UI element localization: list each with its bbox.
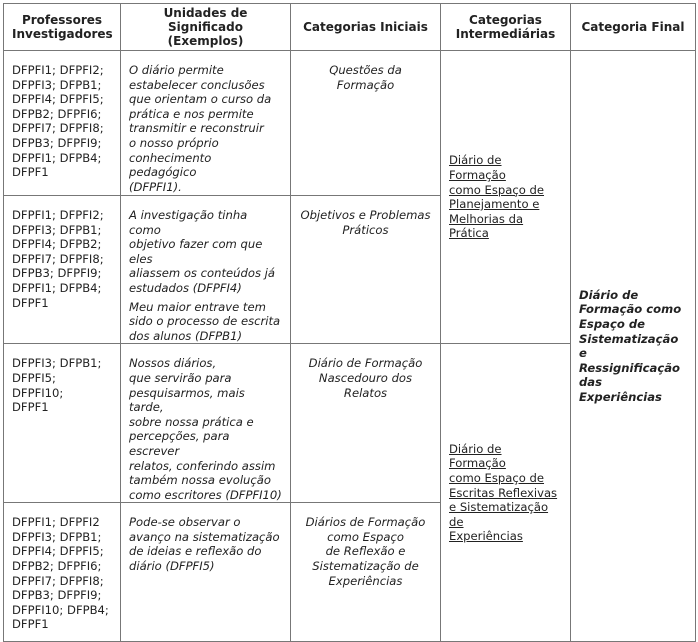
unidades-cell: Nossos diários, que servirão para pesquisarmos, mais tarde, sobre nossa prática e percepções, para escrever relatos, conferindo assim também nossa evolução como escritores (DFPFI10) — [121, 344, 291, 503]
categoria-intermediaria-cell: Diário de Formação como Espaço de Escritas Reflexivas e Sistematização de Experiências — [441, 344, 571, 642]
professores-cell: DFPFI1; DFPFI2; DFPFI3; DFPB1; DFPFI4; DFPB2; DFPFI7; DFPFI8; DFPB3; DFPFI9; DFPFI1; DFPB4; DFPF1 — [4, 196, 121, 344]
header-intermediarias: Categorias Intermediárias — [441, 4, 571, 51]
professores-cell: DFPFI3; DFPB1; DFPFI5; DFPFI10; DFPF1 — [4, 344, 121, 503]
header-iniciais: Categorias Iniciais — [291, 4, 441, 51]
categoria-inicial-cell: Diários de Formação como Espaço de Reflexão e Sistematização de Experiências — [291, 503, 441, 642]
header-row — [4, 4, 696, 51]
header-professores: Professores Investigadores — [4, 4, 121, 51]
table-row — [4, 51, 696, 196]
categories-table — [3, 3, 696, 642]
unidades-cell: Pode-se observar o avanço na sistematização de ideias e reflexão do diário (DFPFI5) — [121, 503, 291, 642]
unidades-cell: O diário permite estabelecer conclusões que orientam o curso da prática e nos permite transmitir e reconstruir o nosso próprio conhecimento pedagógico (DFPFI1). — [121, 51, 291, 196]
unidade-quote: Meu maior entrave tem sido o processo de escrita dos alunos (DFPB1) — [129, 299, 281, 343]
categoria-final-cell: Diário de Formação como Espaço de Sistematização e Ressignificação das Experiências — [571, 51, 696, 642]
categoria-inicial-cell: Objetivos e Problemas Práticos — [291, 196, 441, 344]
categoria-intermediaria-cell: Diário de Formação como Espaço de Planejamento e Melhorias da Prática — [441, 51, 571, 344]
header-final: Categoria Final — [571, 4, 696, 51]
professores-cell: DFPFI1; DFPFI2 DFPFI3; DFPB1; DFPFI4; DFPFI5; DFPB2; DFPFI6; DFPFI7; DFPFI8; DFPB3; DFPFI9; DFPFI10; DFPB4; DFPF1 — [4, 503, 121, 642]
unidade-quote: A investigação tinha como objetivo fazer com que eles aliassem os conteúdos já estudados (DFPFI4) — [129, 208, 276, 295]
unidades-cell — [121, 196, 291, 344]
professores-cell: DFPFI1; DFPFI2; DFPFI3; DFPB1; DFPFI4; DFPFI5; DFPB2; DFPFI6; DFPFI7; DFPFI8; DFPB3; DFPFI9; DFPFI1; DFPB4; DFPF1 — [4, 51, 121, 196]
categoria-inicial-cell: Questões da Formação — [291, 51, 441, 196]
header-unidades: Unidades de Significado (Exemplos) — [121, 4, 291, 51]
categoria-inicial-cell: Diário de Formação Nascedouro dos Relatos — [291, 344, 441, 503]
